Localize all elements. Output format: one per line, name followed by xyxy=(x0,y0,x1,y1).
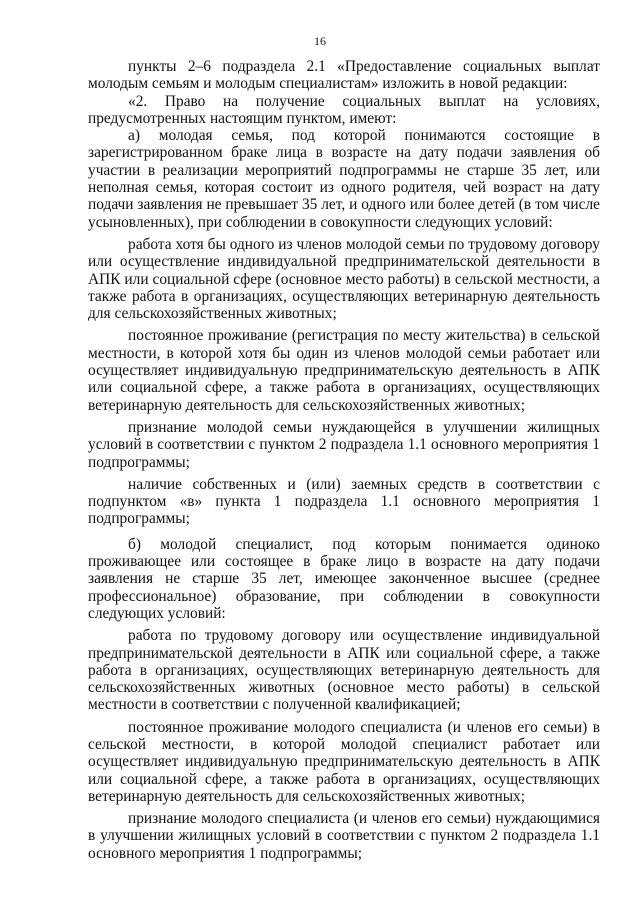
paragraph-specialist-housing-need: признание молодого специалиста (и членов его семьи) нуждающимися в улучшении жилищных условий в соответствии с пунктом 2 подраздела 1.1 основного мероприятия 1 подпрограммы; xyxy=(88,810,600,862)
paragraph-right-to-payments: «2. Право на получение социальных выплат на условиях, предусмотренных настоящим пунктом, имеют: xyxy=(88,92,600,127)
paragraph-young-specialist: б) молодой специалист, под которым понимается одиноко проживающее или состоящее в браке лицо в возрасте на дату подачи заявления не старше 35 лет, имеющее законченное высшее (среднее профессиональное) образование, при соблюдении в совокупности следующих условий: xyxy=(88,535,600,622)
paragraph-family-housing-need: признание молодой семьи нуждающейся в улучшении жилищных условий в соответствии с пунктом 2 подраздела 1.1 основного мероприятия 1 подпрограммы; xyxy=(88,418,600,471)
document-body xyxy=(88,58,600,862)
paragraph-family-funds: наличие собственных и (или) заемных средств в соответствии с подпунктом «в» пункта 1 подраздела 1.1 основного мероприятия 1 подпрограммы; xyxy=(88,475,600,528)
paragraph-specialist-employment: работа по трудовому договору или осуществление индивидуальной предпринимательской деятельности в АПК или социальной сфере, а также работа в организациях, осуществляющих ветеринарную деятельность для сельскохозяйственных животных (основное место работы) в сельской местности в соответствии с полученной квалификацией; xyxy=(88,627,600,714)
paragraph-family-employment: работа хотя бы одного из членов молодой семьи по трудовому договору или осуществление индивидуальной предпринимательской деятельности в АПК или социальной сфере (основное место работы) в сельской местности, а также работа в организациях, осуществляющих ветеринарную деятельность для сельскохозяйственных животных; xyxy=(88,235,600,323)
paragraph-young-family: а) молодая семья, под которой понимаются состоящие в зарегистрированном браке лица в возрасте на дату подачи заявления об участии в реализации мероприятий подпрограммы не старше 35 лет, или неполная семья, которая состоит из одного родителя, чей возраст на дату подачи заявления не превышает 35 лет, и одного или более детей (в том числе усыновленных), при соблюдении в совокупности следующих условий: xyxy=(88,127,600,231)
paragraph-specialist-residence: постоянное проживание молодого специалиста (и членов его семьи) в сельской местности, в которой молодой специалист работает или осуществляет индивидуальную предпринимательскую деятельность в АПК или социальной сфере, а также работа в организациях, осуществляющих ветеринарную деятельность для сельскохозяйственных животных; xyxy=(88,718,600,805)
paragraph-family-residence: постоянное проживание (регистрация по месту жительства) в сельской местности, в которой хотя бы один из членов молодой семьи работает или осуществляет индивидуальную предпринимательскую деятельность в АПК или социальной сфере, а также работа в организациях, осуществляющих ветеринарную деятельность для сельскохозяйственных животных; xyxy=(88,327,600,414)
page-number: 16 xyxy=(314,34,326,48)
paragraph-intro: пункты 2–6 подраздела 2.1 «Предоставление социальных выплат молодым семьям и молодым специалистам» изложить в новой редакции: xyxy=(88,58,600,93)
